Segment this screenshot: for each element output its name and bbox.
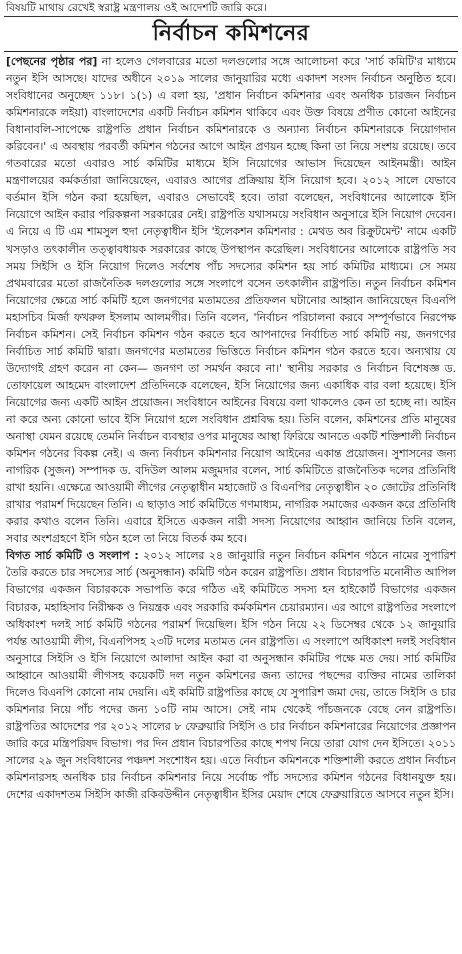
article-body <box>6 53 456 803</box>
article-headline: নির্বাচন কমিশনের <box>152 21 310 46</box>
paragraph-main <box>6 53 456 547</box>
section-subheading: বিগত সার্চ কমিটি ও সংলাপ : <box>6 549 139 563</box>
previous-column-last-line: বিষয়টি মাথায় রেখেই স্বরাষ্ট্র মন্ত্রণালয় ওই আদেশটি জারি করে। <box>6 2 267 14</box>
paragraph-previous-search-committee <box>6 547 456 803</box>
continuation-label: [পেছনের পৃষ্ঠার পর] <box>6 55 98 68</box>
paragraph-previous-search-committee-text: ২০১২ সালের ২৪ জানুয়ারি নতুন নির্বাচন কমিশন গঠনে নামের সুপারিশ তৈরি করতে চার সদস্যের সার্চ (অনুসন্ধান) কমিটি গঠন করেন রাষ্ট্রপতি। প্রধান বিচারপতি মনোনীত আপিল বিভাগের একজন বিচারককে সভাপতি করে গঠিত এই কমিটিতে সদস্য হন হাইকোর্ট বিভাগের একজন বিচারক, মহাহিসাব নিরীক্ষক ও নিয়ন্ত্রক এবং সরকারি কর্মকমিশন চেয়ারম্যান। এর আগে রাষ্ট্রপতির সংলাপে অধিকাংশ দলই সার্চ কমিটি গঠনের পরামর্শ দিয়েছিল। ইসি গঠন নিয়ে ২২ ডিসেম্বর থেকে ১২ জানুয়ারি পর্যন্ত আওয়ামী লীগ, বিএনপিসহ ২৩টি দলের মতামত নেন রাষ্ট্রপতি। এ সংলাপে অধিকাংশ দলই সংবিধান অনুসারে সিইসি ও ইসি নিয়োগে আলাদা আইন করা বা অনুসন্ধান কমিটির পক্ষে মত দেয়। সার্চ কমিটির আহ্বানে আওয়ামী লীগসহ কয়েকটি দল নতুন কমিশনের জন্য তাদের পছন্দের ব্যক্তির নামের তালিকা দিলেও বিএনপি কোনো নাম দেয়নি। এই কমিটি রাষ্ট্রপতির কাছে যে সুপারিশ জমা দেয়, তাতে সিইসি ও চার কমিশনার নিয়ে পাঁচ পদের জন্য ১০টি নাম আসে। সেই নাম থেকেই পাঁচজনকে বেছে নেন রাষ্ট্রপতি। রাষ্ট্রপতির আদেশের পর ২০১২ সালের ৮ ফেব্রুয়ারি সিইসি ও চার নির্বাচন কমিশনারের নিয়োগের প্রজ্ঞাপন জারি করে মন্ত্রিপরিষদ বিভাগ। পর দিন প্রধান বিচারপতির কাছে শপথ নিয়ে তারা যোগ দেন ইসিতে। ২০১১ সালের ২৯ জুন সংবিধানের পঞ্চদশ সংশোধন হয়। এতে নির্বাচন কমিশনকে শক্তিশালী করতে প্রধান নির্বাচন কমিশনারসহ অনধিক চার নির্বাচন কমিশনার নিয়ে সর্বোচ্চ পাঁচ সদস্যের কমিশন গঠনের বিধানযুক্ত হয়। দেশের একাদশতম সিইসি কাজী রকিবউদ্দীন নেতৃত্বাধীন ইসির মেয়াদ শেষে ফেব্রুয়ারিতে আসবে নতুন ইসি। <box>6 549 456 802</box>
headline-divider <box>4 51 458 52</box>
paragraph-main-text: না হলেও গেলবারের মতো দলগুলোর সঙ্গে আলোচনা করে 'সার্চ কমিটি'র মাধ্যমে নতুন ইসি আসছে। যাদের অধীনে ২০১৯ সালের জানুয়ারির মধ্যে একাদশ সংসদ নির্বাচন অনুষ্ঠিত হবে। সংবিধানের অনুচ্ছেদ ১১৮। ১(১) এ বলা হয়, 'প্রধান নির্বাচন কমিশনার এবং অনধিক চারজন নির্বাচন কমিশনারকে লইয়া) বাংলাদেশের একটি নির্বাচন কমিশন থাকিবে এবং উক্ত বিষয়ে প্রণীত কোনো আইনের বিধানাবলি-সাপেক্ষে রাষ্ট্রপতি প্রধান নির্বাচন কমিশনারকে ও অন্যান্য নির্বাচন কমিশনারকে নিয়োগদান করিবেন।' এ অবস্থায় পরবর্তী কমিশন গঠনের আগে আইন প্রণয়ন হচ্ছে কিনা তা নিয়ে সংশয় রয়েছে। তবে গতবারের মতো এবারও সার্চ কমিটির মাধ্যমে ইসি নিয়োগের আভাস দিয়েছেন আইনমন্ত্রী। আইন মন্ত্রণালয়ের কর্মকর্তারা জানিয়েছেন, এবারও আগের প্রক্রিয়ায় ইসি নিয়োগ হবে। ২০১২ সালে যেভাবে বর্তমান ইসি গঠন করা হয়েছিল, এবারও সেভাবেই হবে। তারা বলেছেন, সংবিধানের আলোকে ইসি নিয়োগে আইন করার পরিকল্পনা সরকারের নেই। রাষ্ট্রপতি যথাসময়ে সংবিধান অনুসারে ইসি নিয়োগ দেবেন। এ নিয়ে এ টি এম শামসুল হুদা নেতৃত্বাধীন ইসি 'ইলেকশন কমিশনার : মেথড অব রিক্রুটমেন্ট' নামে একটি খসড়াও তৎকালীন তত্ত্বাবধায়ক সরকারের কাছে উপস্থাপন করেছিল। সংবিধানের আলোকে রাষ্ট্রপতি সব সময় সিইসি ও ইসি নিয়োগ দিলেও সর্বশেষ পাঁচ সদস্যের কমিশন হয় সার্চ কমিটির মাধ্যমে। সে সময় প্রথমবারের মতো রাজনৈতিক দলগুলোর সঙ্গে সংলাপে বসেন তৎকালীন রাষ্ট্রপতি। নতুন নির্বাচন কমিশন নিয়োগের ক্ষেত্রে সার্চ কমিটি হলে জনগণের মতামতের প্রতিফলন ঘটানোর আহ্বান জানিয়েছেন বিএনপি মহাসচিব মির্জা ফখরুল ইসলাম আলমগীর। তিনি বলেন, 'নির্বাচন পরিচালনা করবে সম্পূর্ণভাবে নিরপেক্ষ নির্বাচন কমিশন। সেই নির্বাচন কমিশন গঠন করতে হবে আপনাদের নির্বাচিত সার্চ কমিটি নয়, জনগণের নির্বাচিত সার্চ কমিটি দ্বারা। জনগণের মতামতের ভিত্তিতে নির্বাচন কমিশন গঠন করতে হবে। অন্যথায় যে উদ্যোগই গ্রহণ করেন না কেন— জনগণ তা সমর্থন করবে না।' স্থানীয় সরকার ও নির্বাচন বিশেষজ্ঞ ড. তোফায়েল আহমেদ বাংলাদেশ প্রতিদিনকে বলেছেন, ইসি নিয়োগের জন্য একাধিক বার বলা হয়েছে। ইসি নিয়োগের জন্য একটি আইন প্রয়োজন। সংবিধানে আইনের বিষয়ে বলা থাকলেও কেন তা হচ্ছে না। আইন না করে অন্য কোনো ভাবে ইসি নিয়োগ হলে সংবিধান প্রশ্নবিদ্ধ হয়। তিনি বলেন, কমিশনের প্রতি মানুষের অনাস্থা যেমন রয়েছে তেমনি নির্বাচন ব্যবস্থার ওপর মানুষের আস্থা ফিরিয়ে আনতে একটি শক্তিশালী নির্বাচন কমিশন গঠনের বিকল্প নেই। এ জন্য নির্বাচন কমিশনার নিয়োগ আইনের একান্ত প্রয়োজন। সুশাসনের জন্য নাগরিক (সুজন) সম্পাদক ড. বদিউল আলম মজুমদার বলেন, সার্চ কমিটিতে রাজনৈতিক দলের প্রতিনিধি রাখা হয়নি। এক্ষেত্রে আওয়ামী লীগের নেতৃত্বাধীন মহাজোট ও বিএনপির নেতৃত্বাধীন ২০ জোটের প্রতিনিধি রাখার পরামর্শ দিয়েছেন তিনি। এ ছাড়াও সার্চ কমিটিতে গণমাধ্যম, নাগরিক সমাজের একজন করে প্রতিনিধি করার কথাও বলেন তিনি। এবারে ইসিতে একজন নারী সদস্য নিয়োগের আহ্বান জানিয়ে তিনি বলেন, সবার অংশগ্রহণে ইসি গঠন হলে তা নিয়ে বিতর্ক কম হবে। <box>6 55 457 546</box>
